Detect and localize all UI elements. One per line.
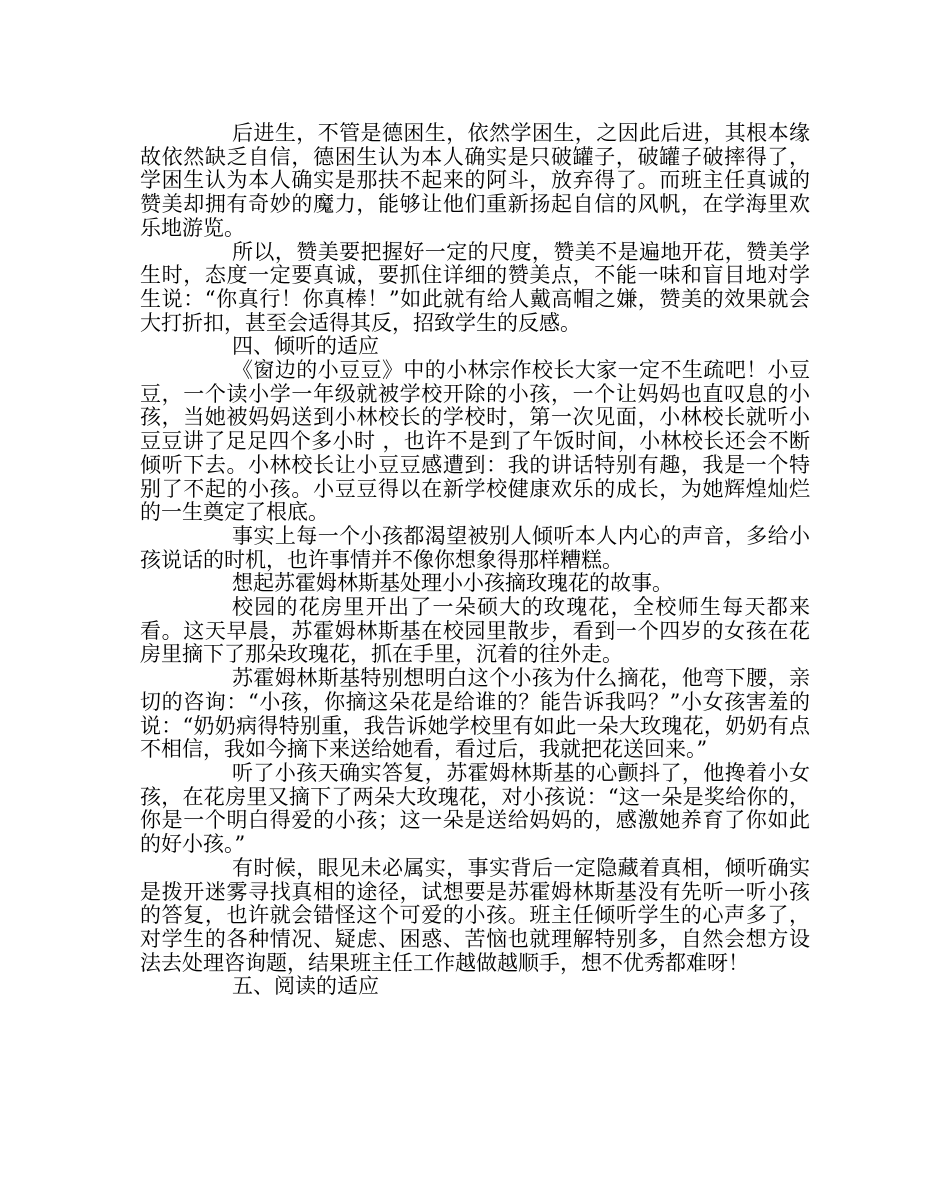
- document-page: [140, 122, 810, 999]
- body-paragraph: 《窗边的小豆豆》中的小林宗作校长大家一定不生疏吧！小豆豆，一个读小学一年级就被学校开除的小孩，一个让妈妈也直叹息的小孩，当她被妈妈送到小林校长的学校时，第一次见面，小林校长就听小豆豆讲了足足四个多小时 ，也许不是到了午饭时间，小林校长还会不断倾听下去。小林校长让小豆豆感遭到：我的讲话特别有趣，我是一个特别了不起的小孩。小豆豆得以在新学校健康欢乐的成长，为她辉煌灿烂的一生奠定了根底。: [140, 358, 810, 525]
- body-paragraph: 想起苏霍姆林斯基处理小小孩摘玫瑰花的故事。: [232, 571, 673, 596]
- section-heading: 五、阅读的适应: [232, 974, 379, 999]
- body-paragraph: 后进生，不管是德困生，依然学困生，之因此后进，其根本缘故依然缺乏自信，德困生认为本人确实是只破罐子，破罐子破摔得了，学困生认为本人确实是那扶不起来的阿斗，放弃得了。而班主任真诚的赞美却拥有奇妙的魔力，能够让他们重新扬起自信的风帆，在学海里欢乐地游览。: [140, 121, 810, 240]
- body-paragraph: 苏霍姆林斯基特别想明白这个小孩为什么摘花，他弯下腰，亲切的咨询：“小孩，你摘这朵花是给谁的？能告诉我吗？”小女孩害羞的说：“奶奶病得特别重，我告诉她学校里有如此一朵大玫瑰花，奶奶有点不相信，我如今摘下来送给她看，看过后，我就把花送回来。”: [140, 666, 810, 762]
- body-paragraph: 听了小孩天确实答复，苏霍姆林斯基的心颤抖了，他搀着小女孩，在花房里又摘下了两朵大玫瑰花，对小孩说：“这一朵是奖给你的，你是一个明白得爱的小孩；这一朵是送给妈妈的，感激她养育了你如此的好小孩。”: [140, 760, 810, 857]
- section-heading: 四、倾听的适应: [232, 334, 379, 359]
- body-paragraph: 所以，赞美要把握好一定的尺度，赞美不是遍地开花，赞美学生时，态度一定要真诚，要抓住详细的赞美点，不能一味和盲目地对学生说：“你真行！你真棒！”如此就有给人戴高帽之嫌，赞美的效果就会大打折扣，甚至会适得其反，招致学生的反感。: [140, 239, 810, 335]
- body-paragraph: 事实上每一个小孩都渴望被别人倾听本人内心的声音，多给小孩说话的时机，也许事情并不像你想象得那样糟糕。: [140, 523, 810, 572]
- body-paragraph: 有时候，眼见未必属实，事实背后一定隐藏着真相，倾听确实是拨开迷雾寻找真相的途径，试想要是苏霍姆林斯基没有先听一听小孩的答复，也许就会错怪这个可爱的小孩。班主任倾听学生的心声多了，对学生的各种情况、疑虑、困惑、苦恼也就理解特别多，自然会想方设法去处理咨询题，结果班主任工作越做越顺手，想不优秀都难呀！: [140, 855, 810, 975]
- body-paragraph: 校园的花房里开出了一朵硕大的玫瑰花，全校师生每天都来看。这天早晨，苏霍姆林斯基在校园里散步，看到一个四岁的女孩在花房里摘下了那朵玫瑰花，抓在手里，沉着的往外走。: [140, 595, 810, 667]
